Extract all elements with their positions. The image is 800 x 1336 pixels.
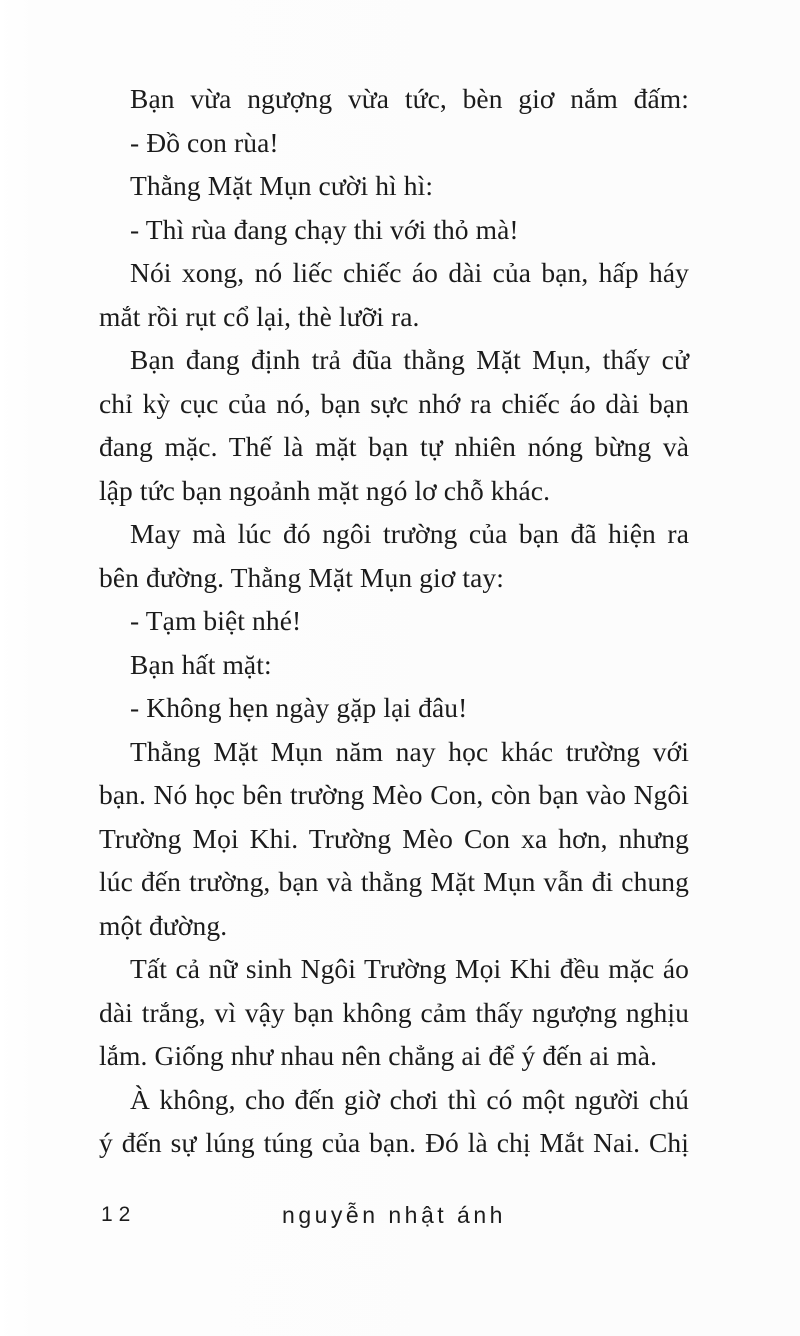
text-line: bạn. Nó học bên trường Mèo Con, còn bạn vào Ngôi <box>99 779 689 810</box>
text-line: Nói xong, nó liếc chiếc áo dài của bạn, hấp háy <box>130 257 689 288</box>
paragraph <box>99 121 689 165</box>
paragraph <box>99 947 689 1078</box>
page-text <box>99 77 689 1165</box>
paragraph <box>99 686 689 730</box>
text-line: - Không hẹn ngày gặp lại đâu! <box>130 692 468 723</box>
author-running-head: nguyễn nhật ánh <box>282 1202 506 1228</box>
paragraph <box>99 1078 689 1165</box>
text-line: - Đồ con rùa! <box>130 126 279 158</box>
paragraph <box>99 208 689 252</box>
paragraph <box>99 730 689 948</box>
page-footer <box>99 1202 689 1229</box>
text-line: bên đường. Thằng Mặt Mụn giơ tay: <box>99 561 505 593</box>
text-line: Tất cả nữ sinh Ngôi Trường Mọi Khi đều mặc áo <box>130 953 689 984</box>
paragraph <box>99 512 689 599</box>
paragraph <box>99 164 689 208</box>
text-line: - Tạm biệt nhé! <box>130 605 302 636</box>
page-number: 12 <box>101 1203 137 1226</box>
text-line: mắt rồi rụt cổ lại, thè lưỡi ra. <box>99 300 420 332</box>
paragraph <box>99 338 689 512</box>
text-line: một đường. <box>99 909 228 941</box>
text-line: chỉ kỳ cục của nó, bạn sực nhớ ra chiếc áo dài bạn <box>99 387 689 419</box>
text-line: À không, cho đến giờ chơi thì có một người chú <box>130 1083 689 1115</box>
text-line: Trường Mọi Khi. Trường Mèo Con xa hơn, nhưng <box>99 822 689 854</box>
paragraph <box>99 599 689 643</box>
text-line: dài trắng, vì vậy bạn không cảm thấy ngượng nghịu <box>99 996 689 1028</box>
text-line: Bạn vừa ngượng vừa tức, bèn giơ nắm đấm: <box>130 83 689 114</box>
text-line: May mà lúc đó ngôi trường của bạn đã hiện ra <box>130 518 689 549</box>
text-line: đang mặc. Thế là mặt bạn tự nhiên nóng bừng và <box>99 431 689 462</box>
paragraph <box>99 643 689 687</box>
paragraph <box>99 77 689 121</box>
text-line: lập tức bạn ngoảnh mặt ngó lơ chỗ khác. <box>99 474 551 506</box>
text-line: Thằng Mặt Mụn năm nay học khác trường với <box>130 735 689 767</box>
text-line: Bạn đang định trả đũa thằng Mặt Mụn, thấy cử <box>130 344 689 375</box>
paragraph <box>99 251 689 338</box>
text-line: - Thì rùa đang chạy thi với thỏ mà! <box>130 213 519 245</box>
text-line: lắm. Giống như nhau nên chẳng ai để ý đến ai mà. <box>99 1040 658 1071</box>
text-line: Thằng Mặt Mụn cười hì hì: <box>130 170 434 201</box>
text-line: ý đến sự lúng túng của bạn. Đó là chị Mắt Nai. Chị <box>99 1127 689 1158</box>
text-line: lúc đến trường, bạn và thằng Mặt Mụn vẫn đi chung <box>99 866 689 897</box>
text-line: Bạn hất mặt: <box>130 648 272 680</box>
